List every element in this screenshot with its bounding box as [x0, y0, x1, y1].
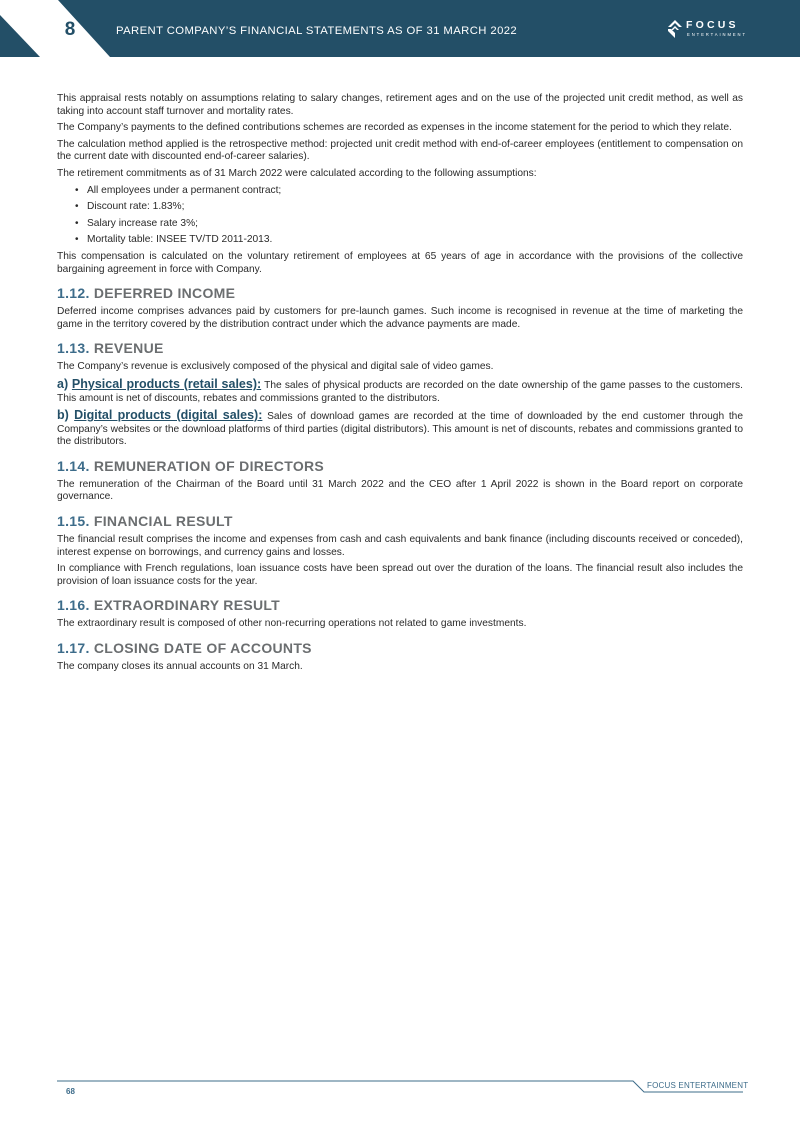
- section-heading-extraordinary-result: 1.16. EXTRAORDINARY RESULT: [57, 597, 281, 614]
- section-heading-deferred-income: 1.12. DEFERRED INCOME: [57, 285, 236, 302]
- paragraph: The retirement commitments as of 31 March 2022 were calculated according to the following assumptions:: [57, 167, 537, 179]
- bullet-icon: •: [75, 201, 79, 213]
- focus-logo-icon: [666, 18, 684, 40]
- bullet-icon: •: [75, 234, 79, 246]
- list-item: • All employees under a permanent contract;: [75, 184, 282, 196]
- subsection-label: b) Digital products (digital sales):: [57, 408, 263, 423]
- section-heading-revenue: 1.13. REVENUE: [57, 340, 164, 357]
- paragraph: The remuneration of the Chairman of the Board until 31 March 2022 and the CEO after 1 April 2022 is shown in the Board report on corporate governance.: [57, 478, 743, 503]
- paragraph: The Company’s payments to the defined contributions schemes are recorded as expenses in the income statement for the period to which they relate.: [57, 122, 732, 134]
- chapter-number: 8: [64, 19, 76, 40]
- paragraph: The company closes its annual accounts on 31 March.: [57, 661, 303, 673]
- paragraph: The financial result comprises the income and expenses from cash and cash equivalents and bank finance (including discounts received or conceded), interest expense on borrowings, and currency gains and losses.: [57, 534, 743, 558]
- revenue-physical-paragraph: a) Physical products (retail sales): The sales of physical products are recorded on the date ownership of the game passes to the customers. This amount is net of discounts, rebates and commissions granted to the distributors.: [57, 376, 743, 404]
- bullet-icon: •: [75, 217, 79, 229]
- company-logo: [666, 18, 746, 40]
- paragraph: In compliance with French regulations, loan issuance costs have been spread out over the duration of the loans. The financial result also includes the provision of loan issuance costs for the year.: [57, 563, 743, 587]
- list-item: • Discount rate: 1.83%;: [75, 201, 185, 213]
- section-heading-financial-result: 1.15. FINANCIAL RESULT: [57, 513, 233, 530]
- header-title: PARENT COMPANY’S FINANCIAL STATEMENTS AS OF 31 MARCH 2022: [116, 25, 518, 37]
- footer-brand: FOCUS ENTERTAINMENT: [647, 1081, 749, 1090]
- page-number: 68: [66, 1087, 75, 1096]
- logo-subtitle: ENTERTAINMENT: [687, 32, 747, 37]
- section-heading-closing-date: 1.17. CLOSING DATE OF ACCOUNTS: [57, 640, 312, 657]
- paragraph: This appraisal rests notably on assumptions relating to salary changes, retirement ages and on the use of the projected unit credit method, as well as taking into account staff turnover and mortality rates.: [57, 93, 743, 117]
- paragraph: The calculation method applied is the retrospective method: projected unit credit method with end-of-career employees (entitlement to compensation on the current date with discounted end-of-career salaries).: [57, 138, 743, 163]
- paragraph: This compensation is calculated on the voluntary retirement of employees at 65 years of age in accordance with the provisions of the collective bargaining agreement in force with Company.: [57, 250, 743, 275]
- bullet-icon: •: [75, 184, 79, 196]
- document-body: [57, 93, 743, 678]
- paragraph: The Company’s revenue is exclusively composed of the physical and digital sale of video games.: [57, 361, 494, 373]
- section-heading-remuneration: 1.14. REMUNERATION OF DIRECTORS: [57, 457, 325, 474]
- list-item: • Salary increase rate 3%;: [75, 217, 198, 229]
- subsection-label: a) Physical products (retail sales):: [57, 376, 262, 391]
- paragraph: The extraordinary result is composed of other non-recurring operations not related to game investments.: [57, 618, 527, 630]
- revenue-digital-paragraph: b) Digital products (digital sales): Sales of download games are recorded at the time of downloaded by the end customer through the Company’s websites or the download platforms of third parties (digital distributors). This amount is net of discounts, rebates and commissions granted to the distributors.: [57, 408, 743, 448]
- footer-rule: [57, 1080, 747, 1094]
- paragraph: Deferred income comprises advances paid by customers for pre-launch games. Such income is recognised in revenue at the time of marketing the game in the territory covered by the distribution contract under which the advance payments are made.: [57, 306, 743, 330]
- logo-wordmark: FOCUS: [686, 19, 739, 31]
- list-item: • Mortality table: INSEE TV/TD 2011-2013.: [75, 234, 273, 246]
- assumptions-list: [57, 185, 743, 247]
- page-header: [0, 0, 800, 57]
